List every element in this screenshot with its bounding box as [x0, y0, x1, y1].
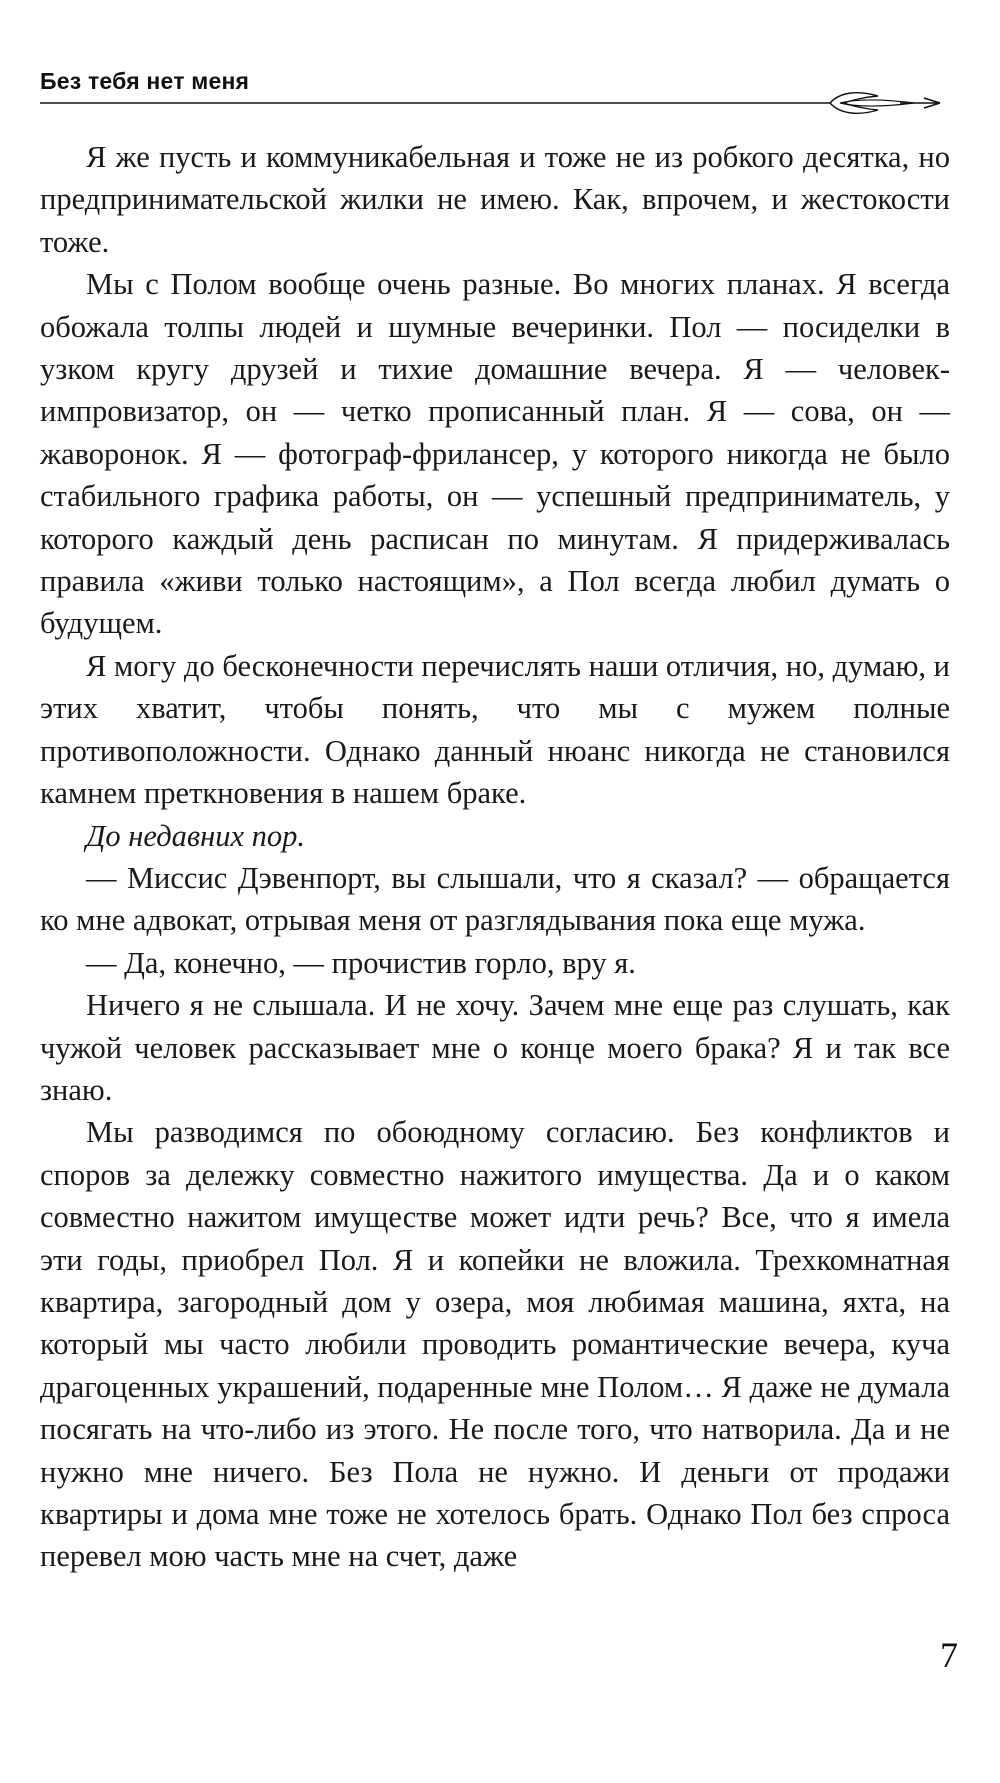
- paragraph: Я же пусть и коммуникабельная и тоже не из робкого десятка, но предпринимательской жилки не имею. Как, впрочем, и жестокости тоже.: [40, 140, 950, 259]
- page-number: 7: [940, 1635, 958, 1675]
- body-text: [40, 136, 950, 1578]
- running-title: Без тебя нет меня: [40, 68, 250, 94]
- paragraph: Мы разводимся по обоюдному согласию. Без конфликтов и споров за дележку совместно нажитого имущества. Да и о каком совместно нажитом имуществе может идти речь? Все, что я имела эти годы, приобрел Пол. Я и копейки не вложила. Трехкомнатная квартира, загородный дом у озера, моя любимая машина, яхта, на который мы часто любили проводить романтические вечера, куча драгоценных украшений, подаренные мне Полом… Я даже не думала посягать на что-либо из этого. Не после того, что натворила. Да и не нужно мне ничего. Без Пола не нужно. И деньги от продажи квартиры и дома мне тоже не хотелось брать. Однако Пол без спроса перевел мою часть мне на счет, даже: [40, 1115, 950, 1574]
- dialogue-paragraph: — Миссис Дэвенпорт, вы слышали, что я сказал? — обращается ко мне адвокат, отрывая меня от разглядывания пока еще мужа.: [40, 860, 950, 938]
- paragraph: Я могу до бесконечности перечислять наши отличия, но, думаю, и этих хватит, чтобы понять, что мы с мужем полные противоположности. Однако данный нюанс никогда не становился камнем преткновения в нашем браке.: [40, 648, 950, 811]
- paragraph: Ничего я не слышала. И не хочу. Зачем мне еще раз слушать, как чужой человек рассказывает мне о конце моего брака? Я и так все знаю.: [40, 988, 950, 1107]
- paragraph: Мы с Полом вообще очень разные. Во многих планах. Я всегда обожала толпы людей и шумные вечеринки. Пол — посиделки в узком кругу друзей и тихие домашние вечера. Я — человек-импровизатор, он — четко прописанный план. Я — сова, он — жаворонок. Я — фотограф-фрилансер, у которого никогда не было стабильного графика работы, он — успешный предприниматель, у которого каждый день расписан по минутам. Я придерживалась правила «живи только настоящим», а Пол всегда любил думать о будущем.: [40, 267, 950, 641]
- dialogue-paragraph: — Да, конечно, — прочистив горло, вру я.: [86, 945, 636, 980]
- italic-paragraph: До недавних пор.: [86, 818, 306, 853]
- header-rule-ornament: [40, 88, 950, 118]
